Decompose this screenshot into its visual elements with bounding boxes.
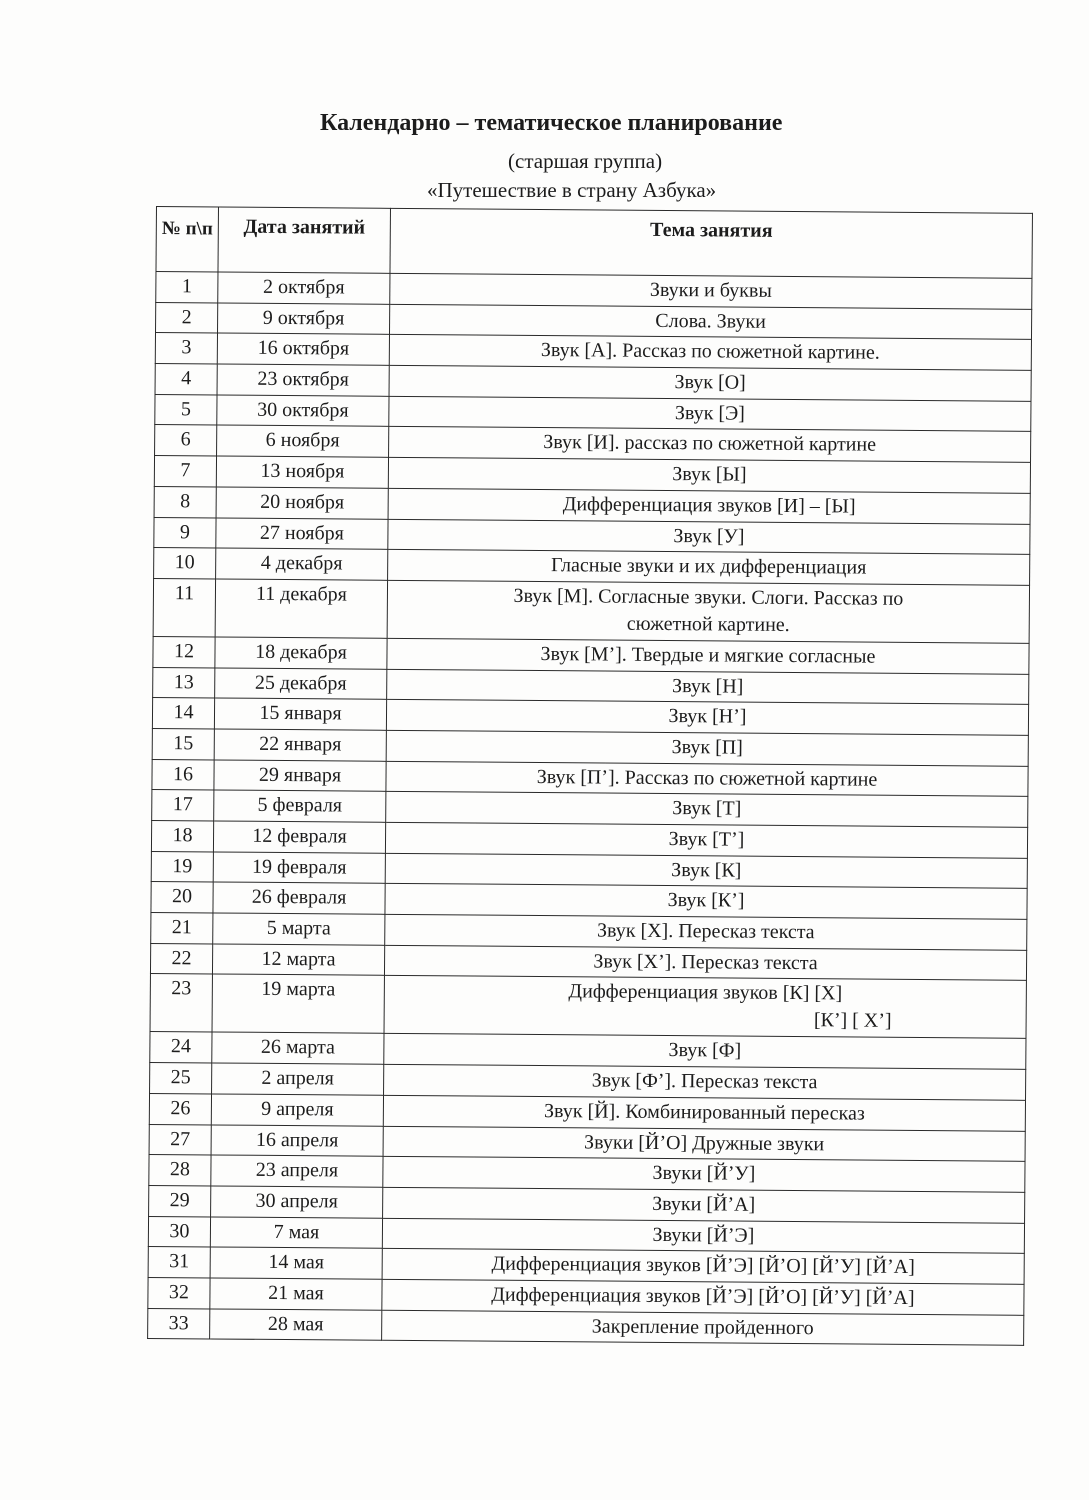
row-number: 28 (149, 1155, 211, 1186)
table-row (148, 1308, 1024, 1346)
row-topic-cell (382, 1218, 1024, 1254)
row-topic-cell (386, 730, 1028, 766)
row-topic: Звук [Х]. Пересказ текста (596, 919, 815, 944)
row-date: 26 февраля (213, 882, 385, 914)
row-topic: Звуки и буквы (649, 278, 772, 302)
row-topic-cell (388, 519, 1030, 555)
row-number: 13 (153, 667, 215, 698)
row-number: 6 (155, 425, 217, 456)
row-topic-cell (383, 1095, 1025, 1131)
row-date: 12 февраля (213, 821, 385, 853)
row-topic-cell (390, 273, 1032, 309)
row-topic-cell (383, 1126, 1025, 1162)
row-number: 31 (148, 1247, 210, 1278)
row-topic: Звук [П] (671, 736, 743, 759)
row-topic: Звук [Т] (672, 797, 742, 820)
row-topic: Звук [П’]. Рассказ по сюжетной картине (536, 765, 878, 791)
row-topic-cell (388, 550, 1030, 586)
row-number: 3 (155, 333, 217, 364)
program-name: «Путешествие в страну Азбука» (427, 178, 717, 202)
row-topic: Звук [Н’] (668, 705, 747, 728)
row-topic-cell (384, 1034, 1026, 1070)
row-topic-cell (386, 792, 1028, 828)
row-number: 10 (154, 548, 216, 579)
row-topic: Звуки [Й’О] Дружные звуки (584, 1130, 825, 1155)
row-number: 33 (148, 1308, 210, 1339)
row-topic-cell (382, 1310, 1024, 1346)
row-date: 4 декабря (216, 548, 388, 580)
row-topic-cell (389, 304, 1031, 340)
row-topic-cell (383, 1157, 1025, 1193)
row-date: 22 января (214, 729, 386, 761)
row-number: 20 (151, 882, 213, 913)
row-topic-cell (385, 853, 1027, 889)
row-date: 23 октября (217, 364, 389, 396)
row-number: 4 (155, 364, 217, 395)
row-topic: Звук [М]. Согласные звуки. Слоги. Рассказ по (513, 584, 904, 610)
row-topic: Закрепление пройденного (591, 1315, 814, 1339)
row-date: 11 декабря (215, 579, 387, 638)
row-date: 9 октября (218, 303, 390, 335)
row-date: 2 апреля (212, 1063, 384, 1095)
row-date: 2 октября (218, 272, 390, 304)
row-topic: Гласные звуки и их дифференциация (550, 554, 867, 579)
row-number: 11 (153, 578, 215, 636)
row-date: 5 марта (213, 913, 385, 945)
row-number: 22 (150, 943, 212, 974)
column-header-topic: Тема занятия (390, 208, 1032, 278)
row-date: 5 февраля (214, 790, 386, 822)
row-topic-cell (385, 914, 1027, 950)
row-topic-continuation: [К’] [ Х’] (813, 1009, 892, 1033)
row-topic: Звук [К] (671, 858, 742, 882)
row-date: 15 января (214, 698, 386, 730)
row-topic-cell (389, 427, 1031, 463)
schedule-table (147, 206, 1033, 1346)
row-number: 18 (151, 820, 213, 851)
row-number: 19 (151, 851, 213, 882)
row-topic-cell (383, 1187, 1025, 1223)
row-number: 26 (149, 1093, 211, 1124)
row-date: 16 октября (217, 333, 389, 365)
row-topic-cell (382, 1249, 1024, 1285)
row-number: 7 (154, 456, 216, 487)
row-topic: Звук [А]. Рассказ по сюжетной картине. (540, 339, 880, 365)
row-topic-cell (384, 945, 1026, 981)
row-date: 30 октября (217, 395, 389, 427)
row-topic-cell (387, 638, 1029, 674)
row-topic-cell (384, 1064, 1026, 1100)
row-topic: Звук [Ф’]. Пересказ текста (591, 1069, 818, 1094)
row-date: 19 марта (212, 974, 384, 1033)
row-number: 12 (153, 636, 215, 667)
row-number: 16 (152, 759, 214, 790)
row-topic-cell (387, 580, 1029, 643)
row-topic: Слова. Звуки (655, 309, 766, 333)
row-number: 29 (149, 1185, 211, 1216)
row-topic-cell (388, 457, 1030, 493)
row-date: 21 мая (210, 1278, 382, 1310)
row-date: 25 декабря (215, 668, 387, 700)
row-topic: Звук [Э] (674, 401, 745, 425)
document-subtitle: (старшая группа) (508, 149, 663, 173)
row-topic-cell (389, 396, 1031, 432)
row-topic-cell (387, 669, 1029, 705)
row-date: 28 мая (210, 1309, 382, 1341)
row-date: 14 мая (210, 1247, 382, 1279)
row-number: 24 (150, 1032, 212, 1063)
column-header-number: № п\п (156, 207, 219, 272)
row-topic: Звук [Й]. Комбинированный пересказ (543, 1099, 865, 1125)
row-date: 13 ноября (216, 456, 388, 488)
row-number: 9 (154, 517, 216, 548)
row-number: 14 (152, 698, 214, 729)
row-number: 21 (151, 913, 213, 944)
row-date: 9 апреля (211, 1094, 383, 1126)
document-title: Календарно – тематическое планирование (320, 110, 783, 136)
row-topic-cell (386, 700, 1028, 736)
row-topic-cell (389, 365, 1031, 401)
row-date: 16 апреля (211, 1124, 383, 1156)
row-number: 30 (148, 1216, 210, 1247)
row-topic: Звук [Ф] (668, 1039, 742, 1063)
row-topic: Звуки [Й’У] (652, 1162, 756, 1185)
row-number: 5 (155, 394, 217, 425)
row-number: 2 (156, 302, 218, 333)
row-topic-cell (386, 761, 1028, 797)
row-topic-continuation: сюжетной картине. (626, 612, 790, 636)
row-topic-cell (382, 1279, 1024, 1315)
row-date: 12 марта (212, 944, 384, 976)
row-number: 32 (148, 1277, 210, 1308)
row-date: 29 января (214, 760, 386, 792)
row-topic: Звук [М’]. Твердые и мягкие согласные (540, 642, 876, 668)
row-number: 27 (149, 1124, 211, 1155)
row-topic-cell (384, 976, 1026, 1039)
row-topic: Звук [О] (674, 371, 746, 394)
row-date: 6 ноября (217, 425, 389, 457)
row-topic: Звук [Т’] (668, 828, 745, 851)
row-topic: Звуки [Й’Э] (652, 1223, 755, 1247)
table-body (148, 272, 1032, 1346)
row-topic-cell (385, 884, 1027, 920)
row-topic: Звук [Ы] (672, 463, 747, 486)
row-topic: Звук [У] (673, 524, 745, 548)
row-number: 25 (150, 1063, 212, 1094)
column-header-date: Дата занятий (218, 207, 391, 273)
row-date: 20 ноября (216, 487, 388, 519)
row-topic: Звук [И]. рассказ по сюжетной картине (543, 431, 877, 457)
row-topic-cell (389, 335, 1031, 371)
row-date: 23 апреля (211, 1155, 383, 1187)
row-date: 19 февраля (213, 852, 385, 884)
row-topic-cell (385, 822, 1027, 858)
table-header-row (156, 207, 1032, 279)
row-number: 23 (150, 974, 212, 1032)
row-date: 27 ноября (216, 517, 388, 549)
row-number: 17 (152, 790, 214, 821)
row-date: 30 апреля (211, 1186, 383, 1218)
row-topic: Дифференциация звуков [Й’Э] [Й’О] [Й’У] [Й’А] (491, 1283, 915, 1309)
row-topic: Дифференциация звуков [Й’Э] [Й’О] [Й’У] [Й’А] (491, 1252, 915, 1279)
row-date: 7 мая (210, 1217, 382, 1249)
row-date: 26 марта (212, 1032, 384, 1064)
row-topic: Звук [Н] (672, 674, 744, 698)
row-topic: Звук [К’] (667, 889, 745, 913)
row-number: 1 (156, 272, 218, 303)
row-number: 8 (154, 486, 216, 517)
row-topic: Дифференциация звуков [И] – [Ы] (562, 493, 856, 518)
row-topic: Звук [Х’]. Пересказ текста (593, 950, 818, 974)
table-row (150, 974, 1026, 1039)
row-date: 18 декабря (215, 637, 387, 669)
row-topic-cell (388, 488, 1030, 524)
row-number: 15 (152, 728, 214, 759)
row-topic: Звуки [Й’А] (652, 1192, 756, 1216)
table-row (153, 578, 1029, 643)
row-topic: Дифференциация звуков [К] [Х] (568, 980, 843, 1005)
